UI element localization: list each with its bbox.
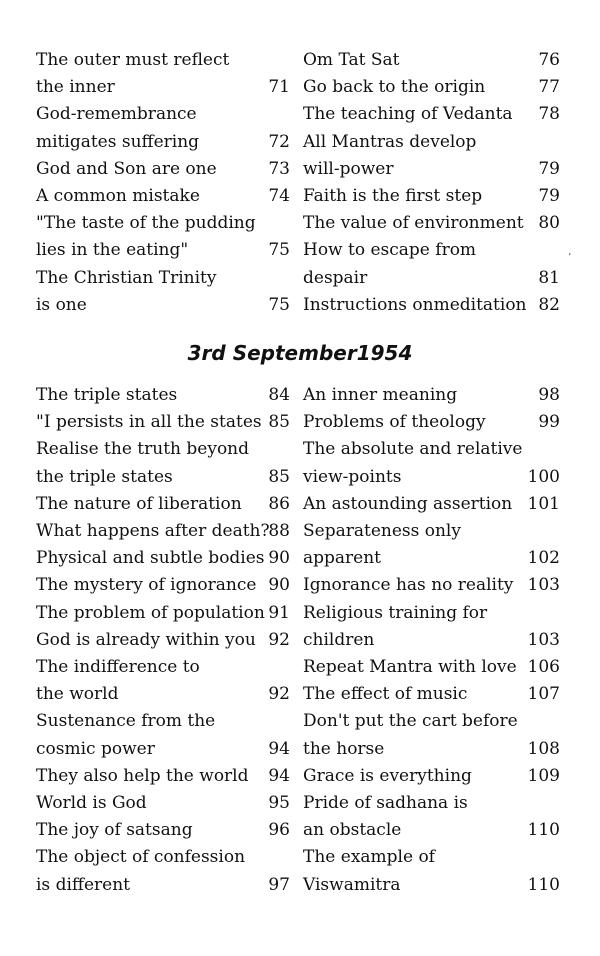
contents-entry	[36, 74, 290, 101]
contents-entry	[36, 600, 290, 627]
entry-title: The object of confession	[36, 847, 246, 868]
contents-entry	[36, 382, 290, 409]
entry-title: World is God	[36, 793, 147, 813]
entry-page-number: 90	[268, 548, 290, 569]
entry-title: view-points	[303, 466, 402, 487]
entry-title: is one	[36, 294, 87, 315]
entry-title: Don't put the cart before	[303, 711, 518, 732]
contents-entry	[36, 237, 290, 264]
contents-entry	[303, 763, 560, 790]
entry-page-number: 102	[527, 548, 560, 569]
entry-title: children	[303, 629, 375, 650]
contents-entry	[36, 518, 290, 545]
entry-page-number: 110	[527, 820, 560, 841]
contents-entry	[36, 790, 290, 817]
entry-title: The example of	[303, 847, 435, 868]
contents-entry	[36, 545, 290, 572]
entry-page-number: 82	[538, 294, 560, 315]
entry-page-number: 71	[268, 77, 290, 98]
entry-title: The Christian Trinity	[36, 267, 217, 288]
section-heading: 3rd September1954	[187, 341, 413, 365]
contents-entry	[36, 464, 290, 491]
contents-entry	[303, 129, 560, 156]
entry-title: An inner meaning	[303, 385, 458, 405]
contents-entry	[303, 790, 560, 817]
entry-page-number: 77	[538, 77, 560, 98]
contents-entry	[303, 518, 560, 545]
contents-entry	[36, 572, 290, 599]
contents-entry	[303, 436, 560, 463]
entry-title: the triple states	[36, 466, 173, 487]
entry-page-number: 79	[538, 186, 560, 206]
entry-page-number: 100	[527, 466, 560, 487]
entry-title: A common mistake	[36, 186, 200, 206]
entry-page-number: 95	[268, 793, 290, 813]
entry-title: Sustenance from the	[36, 711, 216, 732]
contents-entry	[303, 708, 560, 735]
contents-entry	[303, 545, 560, 572]
entry-page-number: 92	[268, 629, 290, 650]
entry-title: An astounding assertion	[303, 493, 513, 514]
entry-title: Repeat Mantra with love	[303, 657, 517, 677]
entry-page-number: 79	[538, 158, 560, 179]
entry-page-number: 94	[268, 738, 290, 759]
contents-entry	[303, 600, 560, 627]
entry-title: Pride of sadhana is	[303, 793, 468, 813]
entry-title: is different	[36, 874, 130, 895]
entry-title: The problem of population	[36, 602, 265, 623]
entry-title: despair	[303, 267, 368, 288]
entry-page-number: 88	[268, 521, 290, 541]
contents-entry	[36, 736, 290, 763]
contents-entry	[303, 156, 560, 183]
contents-entry	[303, 654, 560, 681]
entry-title: Physical and subtle bodies	[36, 548, 265, 569]
contents-entry	[36, 436, 290, 463]
entry-page-number: 74	[268, 186, 290, 206]
contents-entry	[303, 491, 560, 518]
contents-entry	[36, 681, 290, 708]
contents-entry	[303, 736, 560, 763]
entry-title: God and Son are one	[36, 158, 217, 179]
entry-page-number: 103	[527, 629, 560, 650]
entry-page-number: 73	[268, 158, 290, 179]
entry-title: Ignorance has no reality	[303, 575, 514, 596]
contents-entry	[36, 292, 290, 319]
entry-page-number: 103	[527, 575, 560, 596]
contents-entry	[36, 763, 290, 790]
entry-page-number: 97	[268, 874, 290, 895]
contents-entry	[36, 156, 290, 183]
entry-title: Faith is the first step	[303, 186, 483, 206]
entry-page-number: 90	[268, 575, 290, 596]
contents-entry	[303, 382, 560, 409]
contents-entry	[36, 409, 290, 436]
contents-entry	[303, 101, 560, 128]
contents-entry	[303, 74, 560, 101]
entry-title: Realise the truth beyond	[36, 439, 250, 460]
contents-entry	[303, 210, 560, 237]
entry-page-number: 78	[538, 104, 560, 125]
contents-entry	[36, 47, 290, 74]
entry-title: "I persists in all the states	[36, 412, 262, 433]
contents-column-1-right	[303, 47, 560, 319]
entry-title: The outer must reflect	[36, 50, 230, 70]
contents-entry	[36, 872, 290, 899]
contents-entry	[36, 817, 290, 844]
entry-title: Religious training for	[303, 602, 488, 623]
entry-title: Go back to the origin	[303, 77, 486, 98]
contents-entry	[303, 681, 560, 708]
entry-page-number: 84	[268, 385, 290, 405]
entry-page-number: 108	[527, 738, 560, 759]
contents-entry	[36, 654, 290, 681]
contents-entry	[303, 464, 560, 491]
entry-title: Viswamitra	[303, 874, 401, 895]
contents-entry	[36, 210, 290, 237]
entry-page-number: 92	[268, 684, 290, 705]
entry-title: The nature of liberation	[36, 493, 242, 514]
margin-mark: ʼ	[568, 253, 571, 263]
entry-title: the inner	[36, 77, 115, 98]
contents-entry	[303, 572, 560, 599]
entry-title: the horse	[303, 738, 385, 759]
contents-entry	[303, 292, 560, 319]
entry-page-number: 99	[538, 412, 560, 433]
entry-title: The effect of music	[303, 684, 468, 705]
entry-page-number: 80	[538, 213, 560, 234]
contents-entry	[303, 817, 560, 844]
contents-entry	[36, 101, 290, 128]
entry-title: God-remembrance	[36, 104, 197, 125]
entry-title: The joy of satsang	[36, 820, 193, 841]
entry-title: apparent	[303, 548, 382, 569]
contents-column-2-right	[303, 382, 560, 898]
entry-page-number: 81	[538, 267, 560, 288]
entry-title: The indifference to	[36, 657, 200, 677]
entry-page-number: 96	[268, 820, 290, 841]
entry-page-number: 72	[268, 131, 290, 152]
entry-page-number: 110	[527, 874, 560, 895]
contents-column-2-left	[36, 382, 290, 898]
entry-title: the world	[36, 684, 119, 705]
entry-title: The triple states	[36, 385, 178, 405]
contents-entry	[303, 844, 560, 871]
entry-title: The absolute and relative	[303, 439, 523, 460]
entry-title: mitigates suffering	[36, 131, 200, 152]
contents-entry	[303, 872, 560, 899]
entry-page-number: 107	[527, 684, 560, 705]
entry-page-number: 98	[538, 385, 560, 405]
entry-title: Grace is everything	[303, 765, 472, 786]
entry-title: Separateness only	[303, 521, 461, 541]
entry-title: The value of environment	[303, 213, 524, 234]
entry-page-number: 94	[268, 765, 290, 786]
contents-entry	[303, 627, 560, 654]
entry-title: The teaching of Vedanta	[303, 104, 513, 125]
entry-title: What happens after death?	[36, 521, 270, 541]
contents-entry	[303, 237, 560, 264]
entry-page-number: 85	[268, 466, 290, 487]
entry-page-number: 101	[527, 493, 560, 514]
entry-title: an obstacle	[303, 820, 402, 841]
entry-title: will-power	[303, 158, 394, 179]
entry-title: cosmic power	[36, 738, 155, 759]
entry-title: "The taste of the pudding	[36, 213, 256, 234]
contents-entry	[36, 844, 290, 871]
entry-title: lies in the eating"	[36, 240, 189, 261]
contents-entry	[303, 265, 560, 292]
entry-page-number: 75	[268, 240, 290, 261]
contents-entry	[36, 129, 290, 156]
contents-entry	[36, 265, 290, 292]
contents-entry	[36, 183, 290, 210]
entry-page-number: 86	[268, 493, 290, 514]
contents-entry	[303, 47, 560, 74]
contents-entry	[36, 708, 290, 735]
contents-entry	[303, 409, 560, 436]
entry-page-number: 109	[527, 765, 560, 786]
entry-title: All Mantras develop	[303, 131, 477, 152]
entry-page-number: 106	[527, 657, 560, 677]
contents-entry	[36, 627, 290, 654]
entry-title: They also help the world	[36, 765, 249, 786]
entry-title: How to escape from	[303, 240, 477, 261]
entry-title: Instructions onmeditation	[303, 294, 527, 315]
entry-page-number: 91	[268, 602, 290, 623]
entry-page-number: 75	[268, 294, 290, 315]
entry-title: God is already within you	[36, 629, 256, 650]
entry-page-number: 76	[538, 50, 560, 70]
entry-title: The mystery of ignorance	[36, 575, 257, 596]
contents-column-1-left	[36, 47, 290, 319]
entry-title: Om Tat Sat	[303, 50, 400, 70]
contents-entry	[303, 183, 560, 210]
entry-title: Problems of theology	[303, 412, 486, 433]
entry-page-number: 85	[268, 412, 290, 433]
contents-entry	[36, 491, 290, 518]
